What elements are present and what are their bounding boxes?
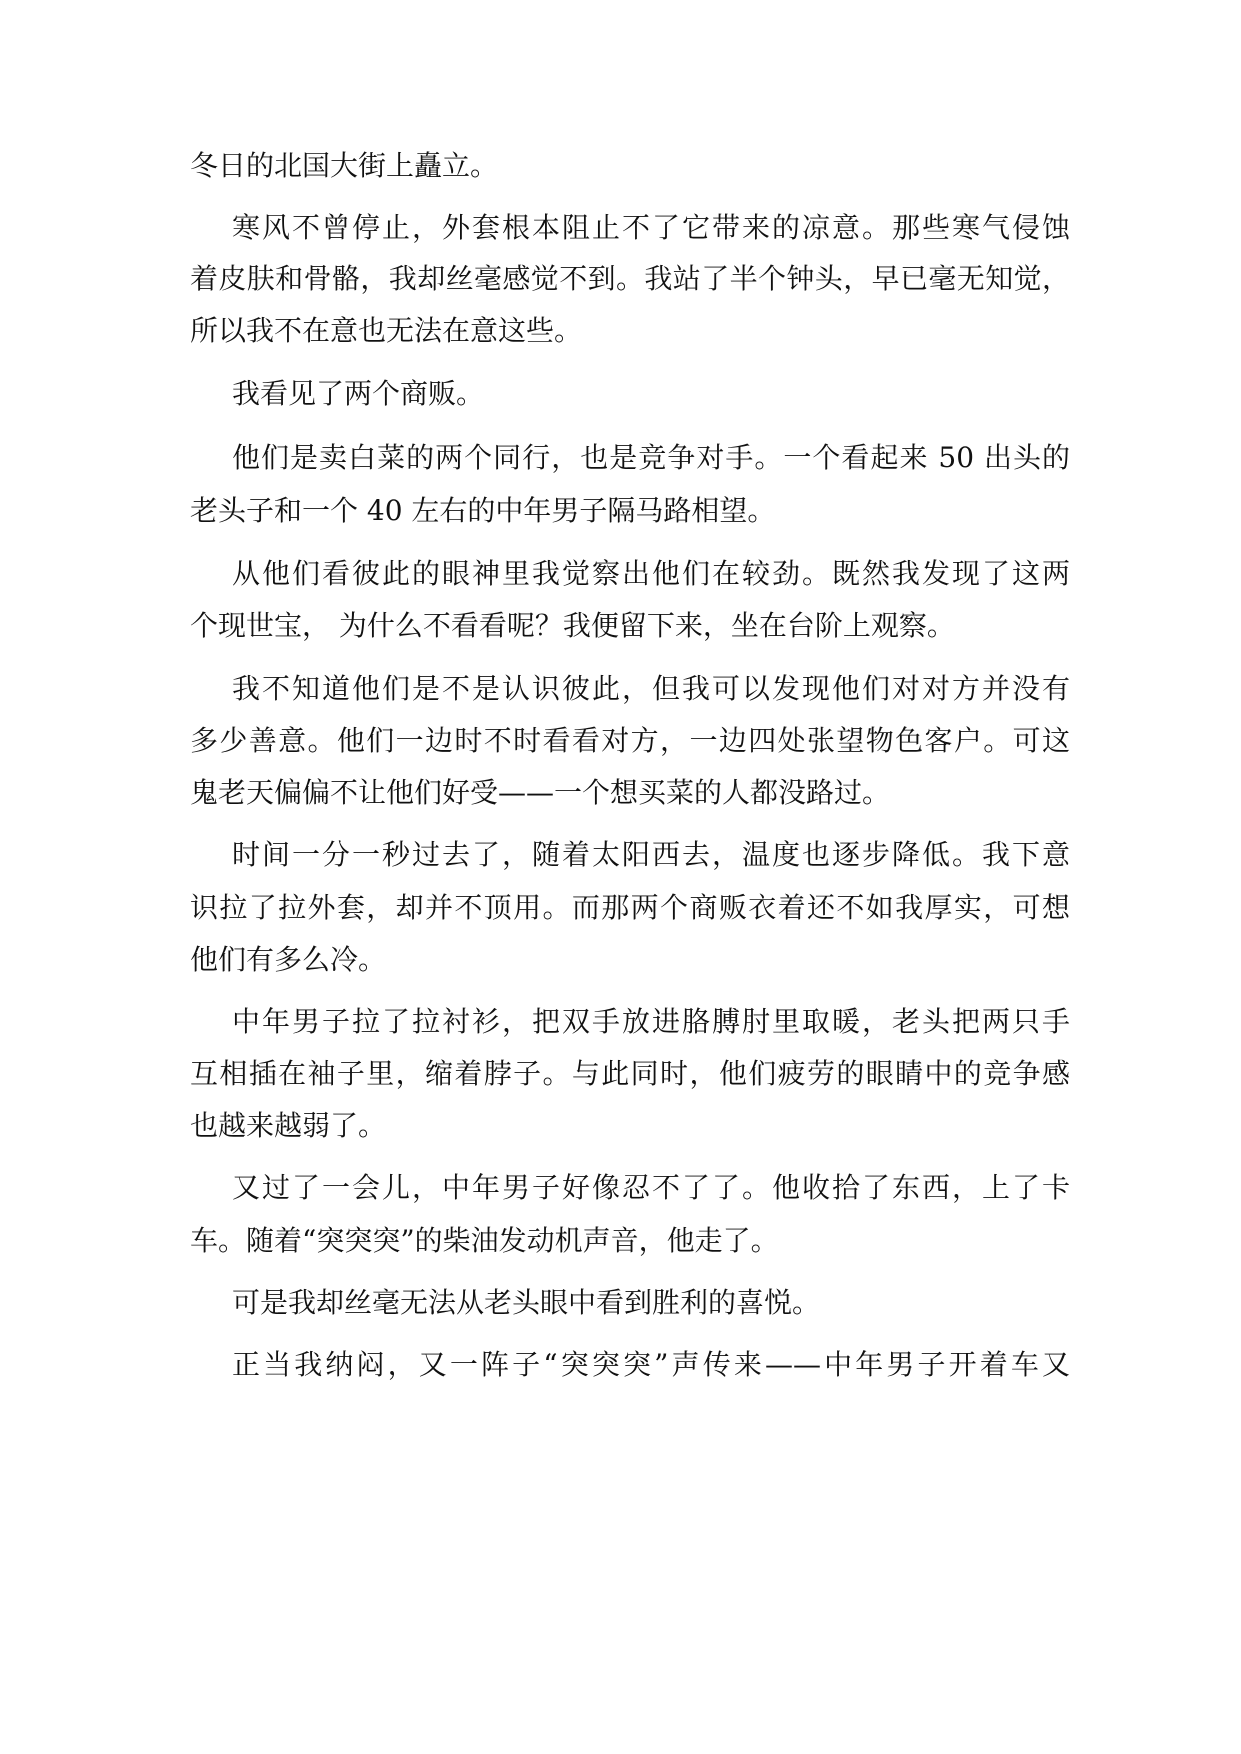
text-line: 着皮肤和骨骼，我却丝毫感觉不到。我站了半个钟头，早已毫无知觉， [190, 262, 1070, 295]
text-line: 时间一分一秒过去了，随着太阳西去，温度也逐步降低。我下意 [232, 838, 1070, 871]
text-line: 又过了一会儿，中年男子好像忍不了了。他收拾了东西，上了卡 [232, 1171, 1070, 1204]
text-line: 老头子和一个 40 左右的中年男子隔马路相望。 [190, 494, 776, 527]
text-line: 车。随着“突突突”的柴油发动机声音，他走了。 [190, 1224, 779, 1257]
text-line: 鬼老天偏偏不让他们好受——一个想买菜的人都没路过。 [190, 776, 891, 809]
text-line: 个现世宝， 为什么不看看呢？我便留下来，坐在台阶上观察。 [190, 609, 955, 642]
text-line: 从他们看彼此的眼神里我觉察出他们在较劲。既然我发现了这两 [232, 557, 1070, 590]
text-line: 互相插在袖子里，缩着脖子。与此同时，他们疲劳的眼睛中的竞争感 [190, 1057, 1070, 1090]
text-line: 所以我不在意也无法在意这些。 [190, 314, 583, 347]
text-line: 我看见了两个商贩。 [232, 377, 485, 410]
text-line: 我不知道他们是不是认识彼此，但我可以发现他们对对方并没有 [232, 672, 1070, 705]
text-line: 寒风不曾停止，外套根本阻止不了它带来的凉意。那些寒气侵蚀 [232, 211, 1070, 244]
text-line: 正当我纳闷，又一阵子“突突突”声传来——中年男子开着车又 [232, 1348, 1070, 1381]
text-line: 他们是卖白菜的两个同行，也是竞争对手。一个看起来 50 出头的 [232, 441, 1070, 474]
text-line: 也越来越弱了。 [190, 1109, 387, 1142]
text-line: 可是我却丝毫无法从老头眼中看到胜利的喜悦。 [232, 1286, 821, 1319]
text-line: 多少善意。他们一边时不时看看对方，一边四处张望物色客户。可这 [190, 724, 1070, 757]
text-line: 识拉了拉外套，却并不顶用。而那两个商贩衣着还不如我厚实，可想 [190, 891, 1070, 924]
text-line: 他们有多么冷。 [190, 943, 387, 976]
text-line: 中年男子拉了拉衬衫，把双手放进胳膊肘里取暖，老头把两只手 [232, 1005, 1070, 1038]
text-line: 冬日的北国大街上矗立。 [190, 149, 499, 182]
